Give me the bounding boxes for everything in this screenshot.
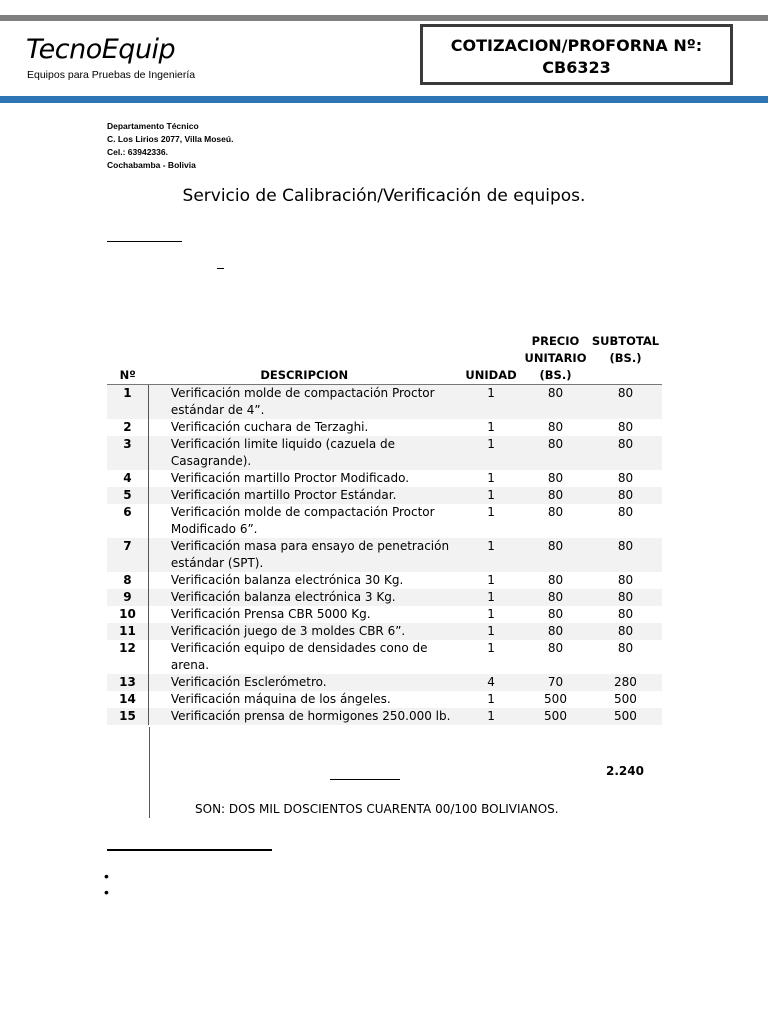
row-unit: 1 [460, 487, 522, 504]
row-unit-price: 80 [547, 505, 564, 519]
row-unit: 1 [460, 589, 522, 606]
table-row [107, 470, 662, 487]
signature-line [107, 849, 272, 851]
row-subtotal: 80 [617, 471, 634, 485]
row-unit-price: 70 [522, 674, 589, 691]
company-tagline: Equipos para Pruebas de Ingeniería [27, 69, 196, 81]
table-row [107, 640, 662, 674]
table-row [107, 623, 662, 640]
row-subtotal: 500 [589, 708, 662, 725]
blank-underline-short [217, 268, 224, 269]
row-number: 1 [107, 385, 148, 420]
items-table [107, 333, 662, 725]
department-city: Cochabamba - Bolivia [107, 160, 196, 170]
row-description: Verificación equipo de densidades cono de arena. [148, 640, 460, 674]
row-description: Verificación Prensa CBR 5000 Kg. [148, 606, 460, 623]
company-logo: TecnoEquip [26, 34, 176, 65]
quote-number-box [420, 24, 733, 85]
department-name: Departamento Técnico [107, 121, 199, 131]
row-number: 5 [107, 487, 148, 504]
row-unit: 4 [460, 674, 522, 691]
row-description: Verificación masa para ensayo de penetración estándar (SPT). [148, 538, 460, 572]
header-unit: UNIDAD [460, 333, 522, 385]
row-number: 4 [123, 471, 132, 485]
row-description: Verificación martillo Proctor Modificado. [148, 470, 460, 487]
row-unit: 1 [487, 505, 495, 519]
row-number: 3 [107, 436, 148, 470]
table-row [107, 436, 662, 470]
quote-number: CB6323 [542, 58, 611, 77]
row-unit: 1 [460, 708, 522, 725]
row-description: Verificación máquina de los ángeles. [148, 691, 460, 708]
row-subtotal: 80 [617, 607, 634, 621]
row-unit-price: 80 [522, 385, 589, 420]
blank-underline [107, 241, 182, 242]
row-unit: 1 [487, 692, 495, 706]
row-number: 11 [107, 623, 148, 640]
row-unit-price: 80 [547, 607, 564, 621]
row-unit-price: 80 [547, 573, 564, 587]
row-number: 14 [119, 692, 136, 706]
row-subtotal: 80 [589, 385, 662, 420]
table-row [107, 538, 662, 572]
table-header-row [107, 333, 662, 385]
row-unit: 1 [487, 641, 495, 655]
row-unit-price: 80 [547, 420, 564, 434]
total-amount: 2.240 [606, 764, 644, 778]
column-divider [149, 727, 150, 818]
row-unit-price: 80 [522, 538, 589, 572]
row-description: Verificación balanza electrónica 3 Kg. [148, 589, 460, 606]
row-number: 12 [119, 641, 136, 655]
bullet-point: • [104, 884, 109, 900]
row-unit: 1 [487, 607, 495, 621]
row-number: 2 [123, 420, 132, 434]
table-row [107, 572, 662, 589]
row-subtotal: 80 [617, 505, 634, 519]
total-label-underline [330, 779, 400, 780]
table-row [107, 504, 662, 538]
quote-label: COTIZACION/PROFORNA Nº: [450, 36, 703, 55]
row-unit-price: 500 [544, 692, 567, 706]
row-number: 9 [107, 589, 148, 606]
row-description: Verificación martillo Proctor Estándar. [148, 487, 460, 504]
header-unit-price: PRECIO UNITARIO (BS.) [522, 333, 589, 385]
row-subtotal: 500 [614, 692, 637, 706]
row-number: 8 [123, 573, 132, 587]
table-row [107, 589, 662, 606]
row-description: Verificación molde de compactación Proctor estándar de 4”. [148, 385, 460, 420]
row-subtotal: 80 [617, 573, 634, 587]
table-row [107, 419, 662, 436]
row-unit: 1 [460, 436, 522, 470]
row-number: 15 [107, 708, 148, 725]
service-title: Servicio de Calibración/Verificación de equipos. [182, 186, 586, 206]
row-description: Verificación prensa de hormigones 250.000 lb. [148, 708, 460, 725]
row-subtotal: 80 [617, 420, 634, 434]
row-number: 7 [107, 538, 148, 572]
header-no: Nº [107, 333, 148, 385]
row-subtotal: 280 [589, 674, 662, 691]
row-unit: 1 [460, 538, 522, 572]
row-unit-price: 80 [522, 487, 589, 504]
table-row [107, 708, 662, 725]
header-description: DESCRIPCION [148, 333, 460, 385]
row-unit-price: 500 [522, 708, 589, 725]
row-unit-price: 80 [522, 589, 589, 606]
department-phone: Cel.: 63942336. [107, 147, 168, 157]
row-subtotal: 80 [589, 487, 662, 504]
row-unit: 1 [460, 623, 522, 640]
row-subtotal: 80 [589, 589, 662, 606]
bullet-point: • [104, 868, 109, 884]
row-number: 13 [107, 674, 148, 691]
header-subtotal: SUBTOTAL (BS.) [589, 333, 662, 385]
row-subtotal: 80 [589, 538, 662, 572]
row-unit: 1 [487, 471, 495, 485]
row-unit-price: 80 [547, 471, 564, 485]
row-unit-price: 80 [522, 436, 589, 470]
amount-in-words: SON: DOS MIL DOSCIENTOS CUARENTA 00/100 BOLIVIANOS. [195, 802, 559, 816]
department-address: C. Los Lirios 2077, Villa Moseú. [107, 134, 234, 144]
row-unit: 1 [487, 573, 495, 587]
table-row [107, 691, 662, 708]
row-description: Verificación juego de 3 moldes CBR 6”. [148, 623, 460, 640]
row-description: Verificación cuchara de Terzaghi. [148, 419, 460, 436]
row-unit: 1 [460, 385, 522, 420]
row-description: Verificación Esclerómetro. [148, 674, 460, 691]
table-row [107, 674, 662, 691]
row-description: Verificación limite liquido (cazuela de Casagrande). [148, 436, 460, 470]
row-unit-price: 80 [547, 641, 564, 655]
top-gray-bar [0, 15, 768, 21]
row-unit: 1 [487, 420, 495, 434]
table-row [107, 487, 662, 504]
blue-divider-bar [0, 96, 768, 103]
table-row [107, 385, 662, 420]
row-description: Verificación molde de compactación Proctor Modificado 6”. [148, 504, 460, 538]
row-number: 6 [123, 505, 132, 519]
row-subtotal: 80 [589, 623, 662, 640]
row-unit-price: 80 [522, 623, 589, 640]
row-subtotal: 80 [589, 436, 662, 470]
row-number: 10 [119, 607, 136, 621]
table-row [107, 606, 662, 623]
row-description: Verificación balanza electrónica 30 Kg. [148, 572, 460, 589]
row-subtotal: 80 [617, 641, 634, 655]
department-info [107, 120, 233, 172]
